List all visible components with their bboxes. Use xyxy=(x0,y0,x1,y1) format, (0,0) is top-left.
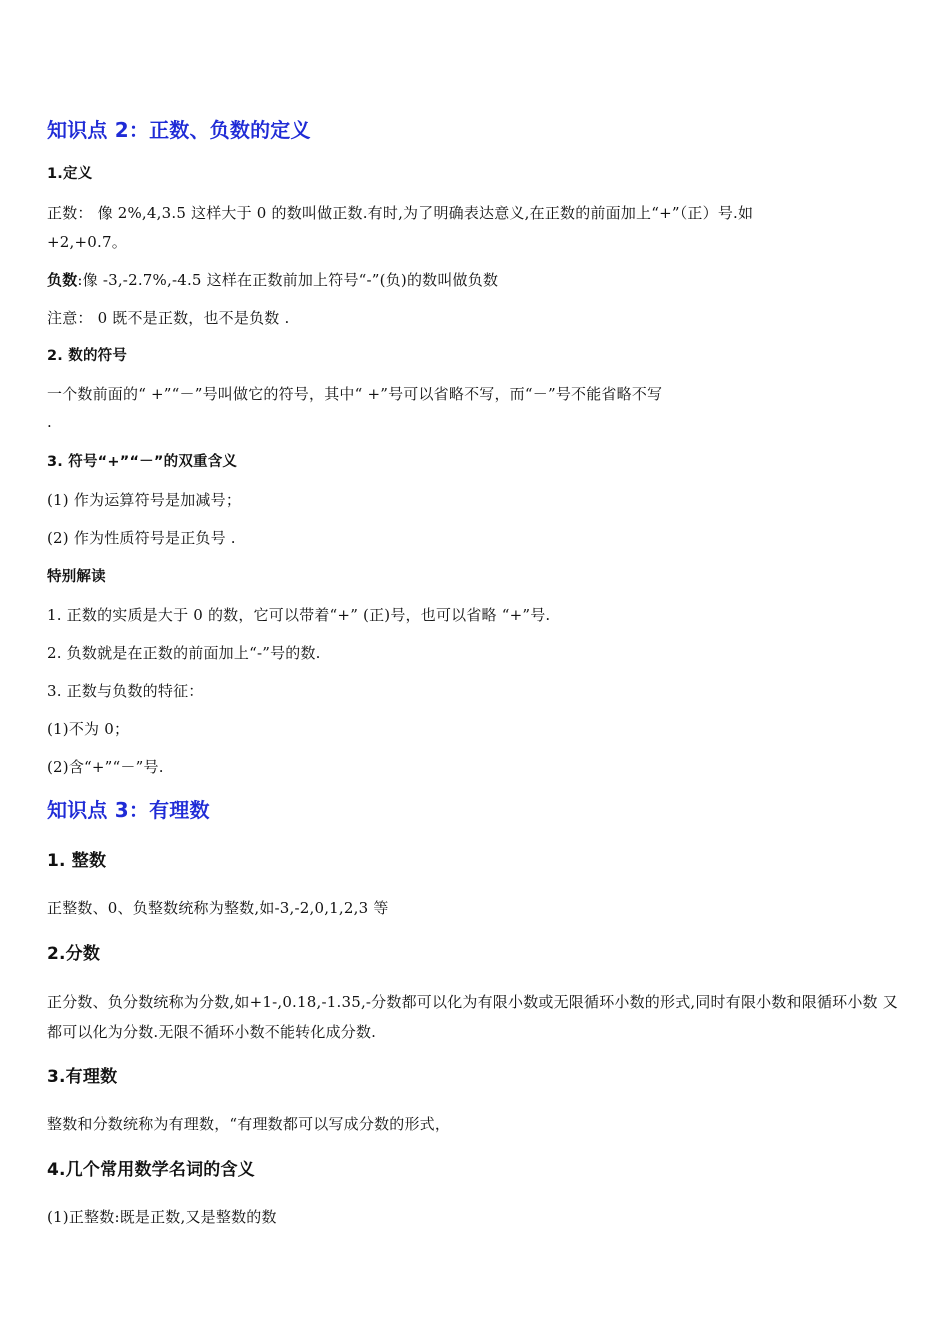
sign-text-dot: . xyxy=(47,413,52,431)
positive-definition-line-1: 正数： 像 2%,4,3.5 这样大于 0 的数叫做正数.有时,为了明确表达意义,在正数的前面加上“+”（正）号.如 xyxy=(47,204,754,222)
dual-meaning-item-2: (2) 作为性质符号是正负号 . xyxy=(47,529,236,547)
special-reading-item-2: 2. 负数就是在正数的前面加上“-”号的数. xyxy=(47,644,321,662)
terms-heading: 4.几个常用数学名词的含义 xyxy=(47,1160,255,1180)
sign-heading: 2. 数的符号 xyxy=(47,348,128,364)
special-reading-heading: 特别解读 xyxy=(47,569,106,585)
section-3-title: 知识点 3：有理数 xyxy=(47,798,210,822)
positive-definition-line-2: +2,+0.7。 xyxy=(47,233,127,251)
fraction-text: 正分数、负分数统称为分数,如+1-,0.18,-1.35,-分数都可以化为有限小数或无限循环小数的形式,同时有限小数和限循环小数 又都可以化为分数.无限不循环小数不能转化成分数. xyxy=(47,993,898,1041)
fraction-heading: 2.分数 xyxy=(47,944,101,964)
section-2-title: 知识点 2：正数、负数的定义 xyxy=(47,118,311,142)
negative-definition xyxy=(47,270,498,290)
sign-text: 一个数前面的“ +”“－”号叫做它的符号，其中“ +”号可以省略不写，而“－”号不能省略不写 xyxy=(47,385,663,403)
definition-heading: 1.定义 xyxy=(47,166,93,182)
integer-heading: 1. 整数 xyxy=(47,851,107,871)
special-reading-item-1: 1. 正数的实质是大于 0 的数，它可以带着“+” (正)号，也可以省略 “+”号. xyxy=(47,606,551,624)
feature-item-2: (2)含“+”“－”号. xyxy=(47,758,164,776)
integer-text: 正整数、0、负整数统称为整数,如-3,-2,0,1,2,3 等 xyxy=(47,899,389,917)
dual-meaning-heading: 3. 符号“+”“－”的双重含义 xyxy=(47,454,238,470)
zero-note: 注意： 0 既不是正数，也不是负数 . xyxy=(47,309,290,327)
rational-text: 整数和分数统称为有理数，“有理数都可以写成分数的形式， xyxy=(47,1115,451,1133)
terms-item-1: (1)正整数:既是正数,又是整数的数 xyxy=(47,1208,277,1226)
special-reading-item-3: 3. 正数与负数的特征： xyxy=(47,682,204,700)
negative-definition-text: :像 -3,-2.7%,-4.5 这样在正数前加上符号“-”(负)的数叫做负数 xyxy=(77,271,499,289)
feature-item-1: (1)不为 0； xyxy=(47,720,130,738)
dual-meaning-item-1: (1) 作为运算符号是加减号； xyxy=(47,491,242,509)
negative-label: 负数 xyxy=(47,271,78,289)
rational-heading: 3.有理数 xyxy=(47,1067,118,1087)
